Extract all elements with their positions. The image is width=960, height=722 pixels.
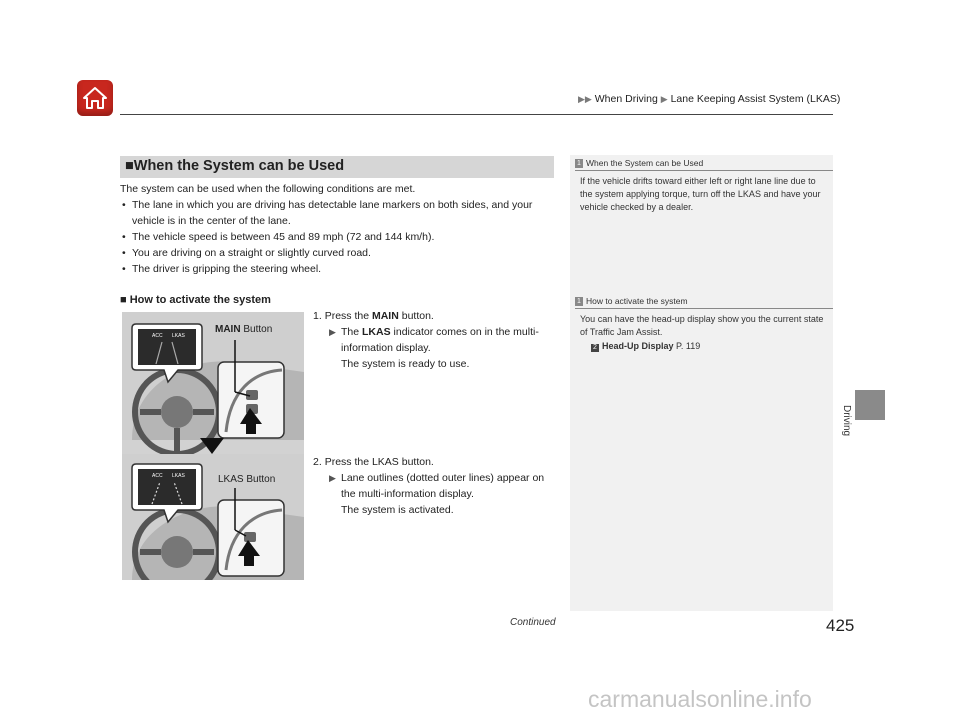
screen-label: LKAS	[172, 333, 185, 339]
list-item: • The vehicle speed is between 45 and 89 mph (72 and 144 km/h).	[120, 229, 560, 245]
step-2-result: ▶ Lane outlines (dotted outer lines) appear on the multi-information display. The system is activated.	[329, 472, 545, 516]
note-number-icon: 1	[575, 159, 583, 168]
screen-label: LKAS	[172, 473, 185, 479]
header-divider	[120, 114, 833, 115]
screen-label: ACC	[152, 333, 163, 339]
lkas-button-callout: LKAS Button	[218, 474, 276, 485]
step-2-instruction: 2. Press the LKAS button.	[313, 456, 434, 468]
step-2	[313, 454, 553, 518]
section-title: ■When the System can be Used	[125, 158, 345, 174]
note-2-title: 1 How to activate the system	[575, 296, 836, 306]
notes-column	[570, 155, 833, 611]
steering-wheel-illustration	[122, 312, 304, 580]
home-button[interactable]	[77, 80, 113, 116]
note-divider	[575, 170, 833, 171]
note-1-text: If the vehicle drifts toward either left or right lane line due to the system applying torque, turn off the LKAS and have your vehicle checked by a dealer.	[580, 176, 821, 213]
breadcrumb-arrow-icon: ▶	[660, 94, 668, 104]
list-item: • The driver is gripping the steering wheel.	[120, 261, 560, 277]
xref-link[interactable]: 2 Head-Up Display P. 119	[591, 340, 836, 353]
subsection-title: ■ How to activate the system	[120, 294, 271, 306]
step-1-instruction: 1. Press the MAIN button.	[313, 310, 434, 322]
chapter-tab[interactable]	[855, 390, 885, 420]
breadcrumb	[578, 93, 840, 105]
subsection-marker-icon: ■	[120, 294, 127, 306]
breadcrumb-item[interactable]: When Driving	[594, 93, 658, 105]
step-1	[313, 308, 553, 372]
intro-text: The system can be used when the following conditions are met.	[120, 183, 416, 195]
watermark: carmanualsonline.info	[588, 686, 812, 712]
note-1-title: 1 When the System can be Used	[575, 158, 833, 168]
note-divider	[575, 308, 833, 309]
conditions-list	[120, 197, 560, 277]
breadcrumb-arrow-icon: ▶▶	[578, 94, 592, 104]
screen-label: ACC	[152, 473, 163, 479]
chapter-tab-label: Driving	[841, 405, 852, 437]
list-item: • The lane in which you are driving has detectable lane markers on both sides, and your vehicle is in the center of the lane.	[120, 197, 560, 229]
note-1	[575, 158, 833, 214]
result-arrow-icon: ▶	[329, 473, 336, 483]
page-number: 425	[826, 616, 855, 635]
xref-arrow-icon: 2	[591, 344, 599, 352]
note-2	[575, 296, 836, 353]
continued-label: Continued	[510, 617, 556, 628]
step-1-result: ▶ The LKAS indicator comes on in the multi-information display. The system is ready to use.	[329, 326, 539, 370]
note-2-text: You can have the head-up display show you the current state of Traffic Jam Assist.	[580, 314, 824, 338]
list-item: • You are driving on a straight or slightly curved road.	[120, 245, 560, 261]
note-number-icon: 1	[575, 297, 583, 306]
result-arrow-icon: ▶	[329, 327, 336, 337]
steering-wheel-icon	[122, 312, 304, 580]
main-button-callout: MAIN Button	[215, 324, 273, 335]
home-icon	[82, 85, 108, 111]
section-marker-icon: ■	[125, 158, 134, 174]
breadcrumb-item[interactable]: Lane Keeping Assist System (LKAS)	[670, 93, 841, 105]
